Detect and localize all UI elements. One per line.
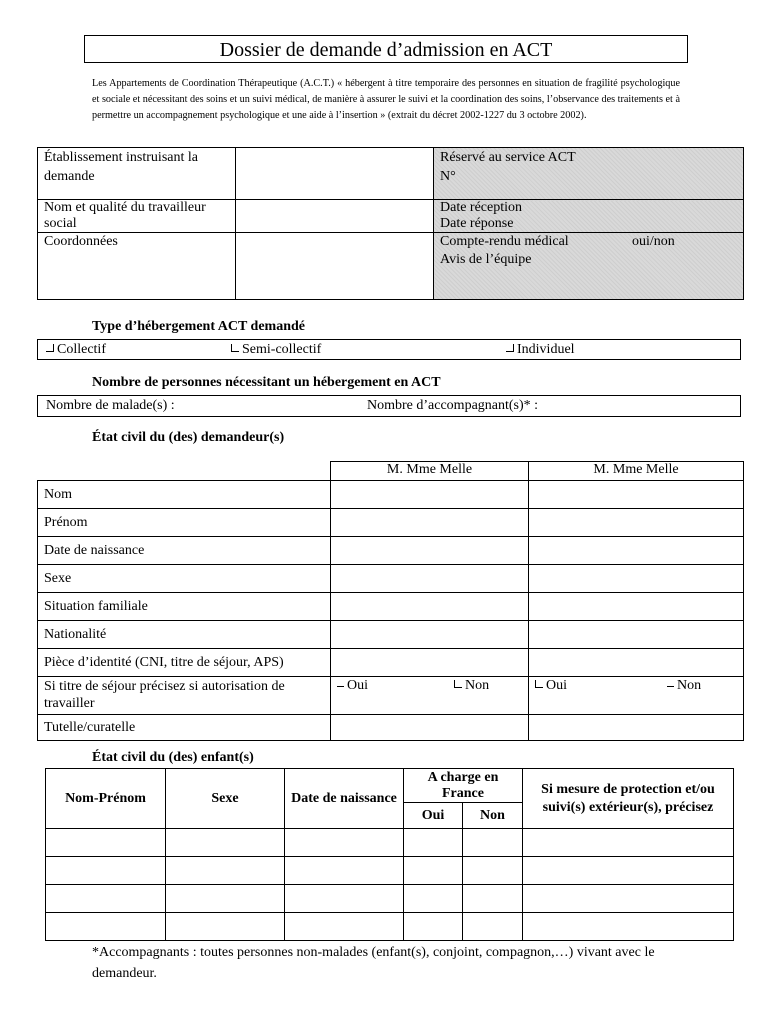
enfant-cell[interactable] bbox=[285, 829, 404, 857]
enfant-cell[interactable] bbox=[285, 857, 404, 885]
enfant-cell[interactable] bbox=[463, 829, 523, 857]
enfant-cell[interactable] bbox=[404, 913, 463, 941]
non-option-1[interactable]: Non bbox=[454, 678, 489, 694]
enfant-cell[interactable] bbox=[463, 857, 523, 885]
titre-sejour-demandeur2 bbox=[529, 677, 744, 715]
etat-civil-row bbox=[38, 537, 744, 565]
form-title: Dossier de demande d’admission en ACT bbox=[84, 35, 688, 63]
individuel-option[interactable]: Individuel bbox=[506, 342, 575, 358]
enfant-row bbox=[46, 857, 734, 885]
mesure-header: Si mesure de protection et/ou suivi(s) extérieur(s), précisez bbox=[523, 769, 734, 829]
footnote: *Accompagnants : toutes personnes non-malades (enfant(s), conjoint, compagnon,…) vivant avec le demandeur. bbox=[92, 945, 655, 981]
etat-civil-row bbox=[38, 481, 744, 509]
nom-prenom-header: Nom-Prénom bbox=[46, 769, 166, 829]
etat-civil-row-label: Prénom bbox=[38, 509, 331, 537]
etat-civil-heading: État civil du (des) demandeur(s) bbox=[92, 430, 285, 445]
etat-civil-row bbox=[38, 593, 744, 621]
checkbox-icon bbox=[506, 344, 514, 352]
enfant-cell[interactable] bbox=[463, 885, 523, 913]
collectif-option[interactable]: Collectif bbox=[46, 342, 106, 358]
date-naissance-header: Date de naissance bbox=[285, 769, 404, 829]
etat-civil-row-label: Sexe bbox=[38, 565, 331, 593]
etablissement-label: Établissement instruisant la demande bbox=[38, 148, 236, 200]
semi-collectif-option[interactable]: Semi-collectif bbox=[231, 342, 321, 358]
etat-civil-row-label: Pièce d’identité (CNI, titre de séjour, APS) bbox=[38, 649, 331, 677]
enfant-cell[interactable] bbox=[285, 913, 404, 941]
demandeur1-field[interactable] bbox=[331, 649, 529, 677]
date-reponse-label: Date réponse bbox=[440, 216, 514, 231]
travailleur-field[interactable] bbox=[236, 200, 434, 233]
enfant-cell[interactable] bbox=[523, 829, 734, 857]
coordonnees-label: Coordonnées bbox=[38, 233, 236, 300]
enfant-cell[interactable] bbox=[46, 885, 166, 913]
enfant-cell[interactable] bbox=[166, 829, 285, 857]
titre-sejour-label: Si titre de séjour précisez si autorisation de travailler bbox=[38, 677, 331, 715]
hebergement-heading: Type d’hébergement ACT demandé bbox=[92, 319, 305, 334]
enfant-cell[interactable] bbox=[46, 857, 166, 885]
date-reception-label: Date réception bbox=[440, 200, 523, 215]
enfant-cell[interactable] bbox=[523, 913, 734, 941]
oui-option-2[interactable]: Oui bbox=[535, 678, 567, 694]
enfant-row bbox=[46, 829, 734, 857]
demandeur1-field[interactable] bbox=[331, 509, 529, 537]
reserve-service-label: Réservé au service ACT bbox=[440, 150, 576, 165]
non-option-2[interactable]: Non bbox=[667, 678, 701, 694]
intro-paragraph: Les Appartements de Coordination Thérapeutique (A.C.T.) « hébergent à titre temporaire des personnes en situation de fragilité psychologique et sociale et nécessitant des soins et un suivi médical, de manière à assurer le suivi et la coordination des soins, l’observance des traitements et à permettre un accompagnement psychologique et une aide à l’insertion » (extrait du décret 2002-1227 du 3 octobre 2002). bbox=[92, 78, 680, 121]
enfant-row bbox=[46, 913, 734, 941]
demandeur2-field[interactable] bbox=[529, 509, 744, 537]
enfant-cell[interactable] bbox=[404, 829, 463, 857]
dates-cell bbox=[434, 200, 744, 233]
accompagnants-label: Nombre d’accompagnant(s)* : bbox=[367, 398, 539, 413]
personnes-box bbox=[37, 395, 741, 417]
demandeur2-field[interactable] bbox=[529, 537, 744, 565]
avis-equipe-label: Avis de l’équipe bbox=[440, 252, 532, 267]
checkbox-icon bbox=[667, 686, 674, 687]
demandeur1-field[interactable] bbox=[331, 593, 529, 621]
etat-civil-table bbox=[37, 461, 744, 741]
titre-sejour-demandeur1 bbox=[331, 677, 529, 715]
compte-rendu-label: Compte-rendu médical bbox=[440, 234, 569, 249]
oui-header: Oui bbox=[404, 803, 463, 829]
demandeur1-header: M. Mme Melle bbox=[331, 462, 529, 481]
enfant-cell[interactable] bbox=[404, 857, 463, 885]
tutelle-field-1[interactable] bbox=[331, 715, 529, 741]
enfants-table bbox=[45, 768, 734, 941]
etat-civil-row-label: Date de naissance bbox=[38, 537, 331, 565]
enfant-cell[interactable] bbox=[46, 829, 166, 857]
reserve-service-cell bbox=[434, 148, 744, 200]
etat-civil-row-label: Situation familiale bbox=[38, 593, 331, 621]
etat-civil-row bbox=[38, 649, 744, 677]
checkbox-icon bbox=[46, 344, 54, 352]
enfant-cell[interactable] bbox=[463, 913, 523, 941]
enfant-cell[interactable] bbox=[285, 885, 404, 913]
etat-civil-row bbox=[38, 621, 744, 649]
tutelle-field-2[interactable] bbox=[529, 715, 744, 741]
enfant-cell[interactable] bbox=[46, 913, 166, 941]
enfant-cell[interactable] bbox=[523, 885, 734, 913]
oui-option-1[interactable]: Oui bbox=[337, 678, 368, 694]
enfant-cell[interactable] bbox=[166, 857, 285, 885]
enfant-cell[interactable] bbox=[166, 913, 285, 941]
checkbox-icon bbox=[231, 344, 239, 352]
demandeur2-field[interactable] bbox=[529, 621, 744, 649]
non-header: Non bbox=[463, 803, 523, 829]
hebergement-box bbox=[37, 339, 741, 360]
demandeur1-field[interactable] bbox=[331, 565, 529, 593]
enfant-row bbox=[46, 885, 734, 913]
sexe-header: Sexe bbox=[166, 769, 285, 829]
demandeur2-field[interactable] bbox=[529, 565, 744, 593]
enfants-heading: État civil du (des) enfant(s) bbox=[92, 750, 254, 765]
checkbox-icon bbox=[535, 680, 543, 688]
enfant-cell[interactable] bbox=[523, 857, 734, 885]
empty-corner bbox=[38, 462, 331, 481]
etat-civil-row bbox=[38, 509, 744, 537]
demandeur2-field[interactable] bbox=[529, 649, 744, 677]
coordonnees-field[interactable] bbox=[236, 233, 434, 300]
etablissement-field[interactable] bbox=[236, 148, 434, 200]
enfant-cell[interactable] bbox=[166, 885, 285, 913]
demandeur1-field[interactable] bbox=[331, 537, 529, 565]
etat-civil-row-label: Nationalité bbox=[38, 621, 331, 649]
travailleur-label: Nom et qualité du travailleur social bbox=[38, 200, 236, 233]
demandeur1-field[interactable] bbox=[331, 621, 529, 649]
checkbox-icon bbox=[337, 686, 344, 687]
reserve-number-label: N° bbox=[440, 169, 456, 184]
enfant-cell[interactable] bbox=[404, 885, 463, 913]
demandeur2-field[interactable] bbox=[529, 481, 744, 509]
etat-civil-row-label: Nom bbox=[38, 481, 331, 509]
checkbox-icon bbox=[454, 680, 462, 688]
demandeur1-field[interactable] bbox=[331, 481, 529, 509]
malades-label: Nombre de malade(s) : bbox=[46, 398, 175, 413]
personnes-heading: Nombre de personnes nécessitant un hébergement en ACT bbox=[92, 375, 441, 390]
demandeur2-header: M. Mme Melle bbox=[529, 462, 744, 481]
tutelle-label: Tutelle/curatelle bbox=[38, 715, 331, 741]
demandeur2-field[interactable] bbox=[529, 593, 744, 621]
application-info-table bbox=[37, 147, 744, 300]
avis-cell bbox=[434, 233, 744, 300]
oui-non-label: oui/non bbox=[632, 234, 675, 249]
a-charge-header: A charge en France bbox=[404, 769, 523, 803]
etat-civil-row bbox=[38, 565, 744, 593]
